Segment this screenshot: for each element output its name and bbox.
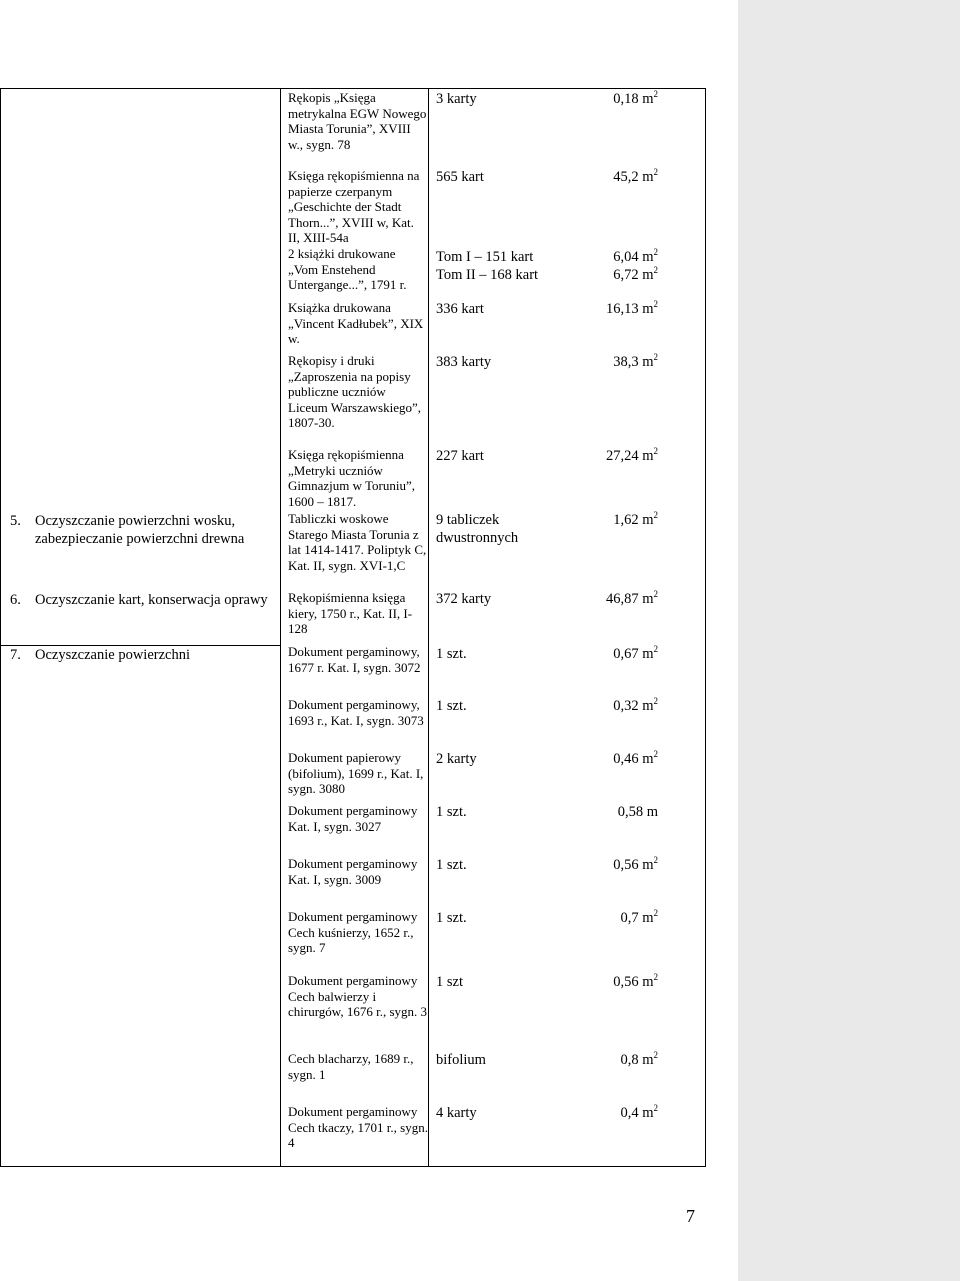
- quantity: 372 karty: [436, 591, 492, 607]
- area-unit-exponent: 2: [653, 1050, 658, 1060]
- area-unit-exponent: 2: [653, 510, 658, 520]
- quantity: 1 szt: [436, 974, 463, 990]
- area-value: 0,67 m: [613, 646, 654, 662]
- area: [613, 697, 658, 715]
- quantity: 2 karty: [436, 751, 477, 767]
- object-description: Dokument pergaminowy Kat. I, sygn. 3009: [288, 856, 418, 887]
- area: [613, 973, 658, 991]
- object-description: Rękopisy i druki „Zaproszenia na popisy publiczne uczniów Liceum Warszawskiego”, 1807-30.: [288, 353, 421, 430]
- area-unit-exponent: 2: [653, 167, 658, 177]
- quantity: 1 szt.: [436, 804, 467, 820]
- area-value: 45,2 m: [613, 169, 654, 185]
- area-unit-exponent: 2: [653, 89, 658, 99]
- area-value: 0,7 m: [620, 910, 654, 926]
- area: [613, 750, 658, 768]
- quantity: 1 szt.: [436, 698, 467, 714]
- area: [620, 1051, 658, 1069]
- area: [613, 90, 658, 108]
- area-value: 0,32 m: [613, 698, 654, 714]
- area-unit-exponent: 2: [653, 446, 658, 456]
- column-divider-1: [280, 88, 281, 1167]
- area-value: 6,04 m: [613, 249, 654, 265]
- object-description: Dokument pergaminowy Cech tkaczy, 1701 r., sygn. 4: [288, 1104, 428, 1150]
- area: [618, 803, 658, 821]
- area: [613, 248, 658, 266]
- area-value: 0,56 m: [613, 974, 654, 990]
- area-unit-exponent: 2: [653, 299, 658, 309]
- object-description: Dokument pergaminowy Kat. I, sygn. 3027: [288, 803, 418, 834]
- area-value: 27,24 m: [605, 448, 654, 464]
- object-description: Księga rękopiśmienna na papierze czerpanym „Geschichte der Stadt Thorn...”, XVIII w, Kat. II, XIII-54a: [288, 168, 420, 245]
- area: [613, 511, 658, 529]
- area-unit-exponent: 2: [653, 589, 658, 599]
- quantity: 9 tabliczek dwustronnych: [436, 512, 519, 546]
- area-value: 0,56 m: [613, 857, 654, 873]
- area: [606, 300, 658, 318]
- object-description: Dokument pergaminowy Cech kuśnierzy, 1652 r., sygn. 7: [288, 909, 418, 955]
- task-description: Oczyszczanie kart, konserwacja oprawy: [35, 592, 268, 608]
- quantity: 1 szt.: [436, 646, 467, 662]
- object-description: Tabliczki woskowe Starego Miasta Torunia z lat 1414-1417. Poliptyk C, Kat. II, sygn. XVI-1,C: [288, 511, 427, 573]
- quantity: 1 szt.: [436, 910, 467, 926]
- area-unit-exponent: 2: [653, 247, 658, 257]
- task-6: [10, 591, 275, 609]
- area-value: 16,13 m: [605, 301, 654, 317]
- quantity: 4 karty: [436, 1105, 477, 1121]
- object-description: Cech blacharzy, 1689 r., sygn. 1: [288, 1051, 414, 1082]
- area-unit-exponent: 2: [653, 855, 658, 865]
- quantity: 336 kart: [436, 301, 484, 317]
- table-border-left: [0, 88, 1, 1167]
- area-value: 0,46 m: [613, 751, 654, 767]
- area: [613, 856, 658, 874]
- quantity: 227 kart: [436, 448, 484, 464]
- quantity: 383 karty: [436, 354, 492, 370]
- area-unit-exponent: 2: [653, 644, 658, 654]
- task-description: Oczyszczanie powierzchni: [35, 647, 190, 663]
- area-value: 46,87 m: [605, 591, 654, 607]
- area: [613, 353, 658, 371]
- area: [620, 909, 658, 927]
- task-number: 5.: [10, 513, 21, 529]
- table-border-bottom: [0, 1166, 706, 1167]
- object-description: Dokument pergaminowy Cech balwierzy i chirurgów, 1676 r., sygn. 3: [288, 973, 428, 1019]
- object-description: Księga rękopiśmienna „Metryki uczniów Gimnazjum w Toruniu”, 1600 – 1817.: [288, 447, 416, 509]
- area-unit-exponent: 2: [653, 908, 658, 918]
- area-value: 38,3 m: [613, 354, 654, 370]
- area-unit-exponent: 2: [653, 265, 658, 275]
- area-unit-exponent: 2: [653, 696, 658, 706]
- quantity: 3 karty: [436, 91, 477, 107]
- column-divider-2: [428, 88, 429, 1167]
- task-5: [10, 512, 275, 548]
- object-description: Dokument papierowy (bifolium), 1699 r., Kat. I, sygn. 3080: [288, 750, 424, 796]
- area: [613, 168, 658, 186]
- table-border-right: [705, 88, 706, 1167]
- object-description: Dokument pergaminowy, 1677 r. Kat. I, sygn. 3072: [288, 644, 421, 675]
- area-value: 0,8 m: [620, 1052, 654, 1068]
- quantity: 565 kart: [436, 169, 484, 185]
- area-unit-exponent: 2: [653, 749, 658, 759]
- quantity-second-volume: Tom II – 168 kart: [436, 267, 539, 283]
- area-value: 0,4 m: [620, 1105, 654, 1121]
- area: [606, 447, 658, 465]
- table-border-top: [0, 88, 706, 89]
- area: [613, 645, 658, 663]
- area: [620, 1104, 658, 1122]
- object-description: Rękopis „Księga metrykalna EGW Nowego Miasta Torunia”, XVIII w., sygn. 78: [288, 90, 427, 152]
- area-value: 1,62 m: [613, 512, 654, 528]
- area-value: 0,18 m: [613, 91, 654, 107]
- object-description: Książka drukowana „Vincent Kadłubek”, XIX w.: [288, 300, 424, 346]
- area-unit-exponent: 2: [653, 352, 658, 362]
- area: [606, 590, 658, 608]
- task-number: 6.: [10, 592, 21, 608]
- quantity: bifolium: [436, 1052, 486, 1068]
- area-value: 0,58 m: [617, 804, 658, 820]
- area-value: 6,72 m: [613, 267, 654, 283]
- object-description: 2 książki drukowane „Vom Enstehend Untergange...”, 1791 r.: [288, 246, 407, 292]
- quantity: 1 szt.: [436, 857, 467, 873]
- area-unit-exponent: 2: [653, 972, 658, 982]
- area-second-volume: [613, 266, 658, 284]
- object-description: Dokument pergaminowy, 1693 r., Kat. I, sygn. 3073: [288, 697, 424, 728]
- quantity: Tom I – 151 kart: [436, 249, 534, 265]
- task-7: [10, 646, 275, 664]
- task-description: Oczyszczanie powierzchni wosku, zabezpieczanie powierzchni drewna: [35, 513, 245, 547]
- task-number: 7.: [10, 647, 21, 663]
- area-unit-exponent: 2: [653, 1103, 658, 1113]
- object-description: Rękopiśmienna księga kiery, 1750 r., Kat. II, I-128: [288, 590, 413, 636]
- page-number: 7: [686, 1206, 695, 1226]
